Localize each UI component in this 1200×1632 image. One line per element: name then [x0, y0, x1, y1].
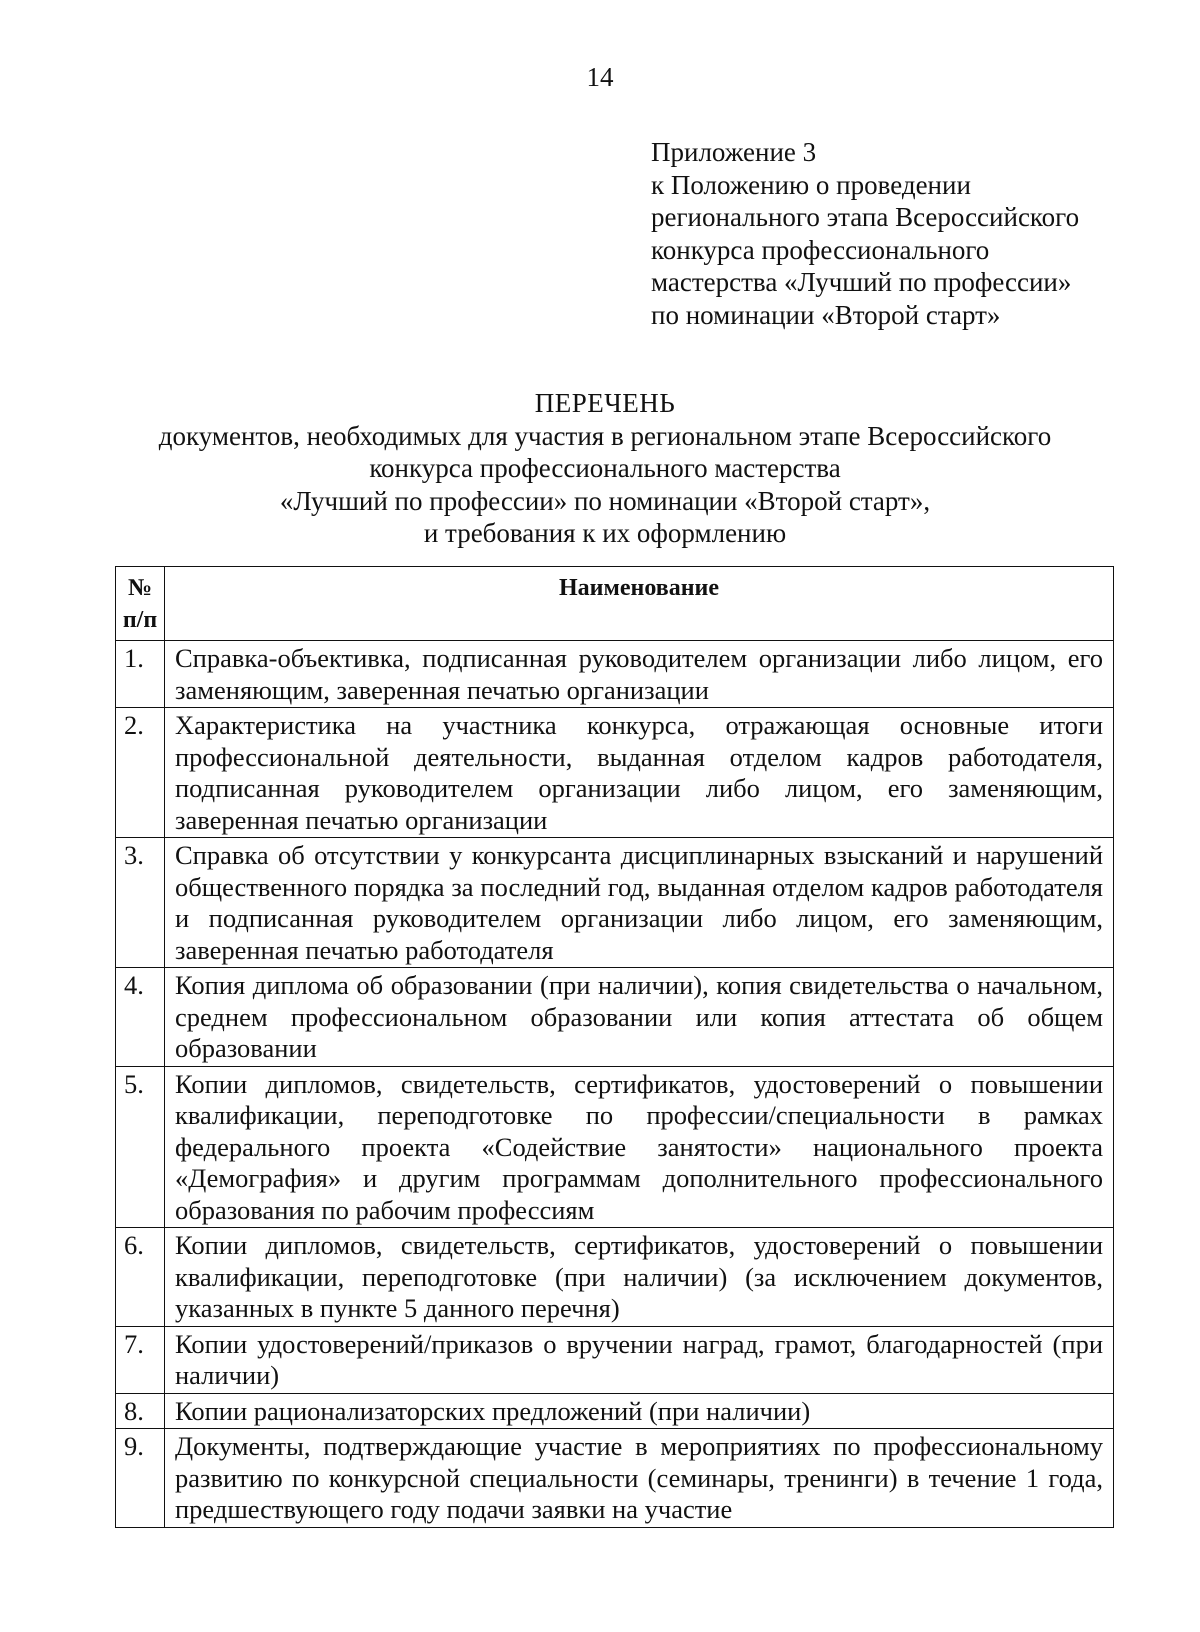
table-row — [116, 1393, 1114, 1429]
appendix-line: к Положению о проведении — [651, 169, 971, 200]
appendix-line: конкурса профессионального — [651, 234, 990, 265]
table-header-row — [116, 567, 1114, 641]
row-number: 2. — [116, 708, 165, 838]
row-number: 3. — [116, 838, 165, 968]
row-text: Характеристика на участника конкурса, отражающая основные итоги профессиональной деятельности, выданная отделом кадров работодателя, подписанная руководителем организации либо лицом, его заменяющим, заверенная печатью организации — [165, 708, 1114, 838]
row-number: 5. — [116, 1066, 165, 1228]
appendix-line: Приложение 3 — [651, 137, 817, 167]
header-number-symbol: № — [127, 575, 153, 601]
row-text: Копия диплома об образовании (при наличии), копия свидетельства о начальном, среднем профессиональном образовании или копия аттестата об общем образовании — [165, 968, 1114, 1067]
title-line: документов, необходимых для участия в региональном этапе Всероссийского — [158, 420, 1052, 451]
header-name: Наименование — [165, 567, 1114, 641]
row-text: Копии рационализаторских предложений (при наличии) — [165, 1393, 1114, 1429]
table-row — [116, 641, 1114, 708]
row-number: 1. — [116, 641, 165, 708]
header-number — [116, 567, 165, 641]
documents-table — [115, 566, 1114, 1528]
document-title — [100, 387, 1110, 550]
row-text: Справка об отсутствии у конкурсанта дисциплинарных взысканий и нарушений общественного порядка за последний год, выданная отделом кадров работодателя и подписанная руководителем организации либо лицом, его заменяющим, заверенная печатью работодателя — [165, 838, 1114, 968]
table-row — [116, 968, 1114, 1067]
table-row — [116, 1326, 1114, 1393]
table-row — [116, 708, 1114, 838]
table-row — [116, 1228, 1114, 1327]
title-line: «Лучший по профессии» по номинации «Второй старт», — [279, 485, 931, 516]
title-heading: ПЕРЕЧЕНЬ — [534, 388, 676, 418]
table-row — [116, 838, 1114, 968]
table-row — [116, 1429, 1114, 1528]
appendix-line: по номинации «Второй старт» — [651, 299, 1001, 330]
appendix-line: регионального этапа Всероссийского — [651, 202, 1080, 232]
appendix-line: мастерства «Лучший по профессии» — [651, 267, 1072, 297]
row-number: 8. — [116, 1393, 165, 1429]
row-text: Справка-объективка, подписанная руководителем организации либо лицом, его заменяющим, заверенная печатью организации — [165, 641, 1114, 708]
row-text: Копии удостоверений/приказов о вручении наград, грамот, благодарностей (при наличии) — [165, 1326, 1114, 1393]
row-text: Копии дипломов, свидетельств, сертификатов, удостоверений о повышении квалификации, переподготовке (при наличии) (за исключением документов, указанных в пункте 5 данного перечня) — [165, 1228, 1114, 1327]
row-number: 9. — [116, 1429, 165, 1528]
table-row — [116, 1066, 1114, 1228]
row-text: Копии дипломов, свидетельств, сертификатов, удостоверений о повышении квалификации, переподготовке по профессии/специальности в рамках федерального проекта «Содействие занятости» национального проекта «Демография» и другим программам дополнительного профессионального образования по рабочим профессиям — [165, 1066, 1114, 1228]
row-number: 4. — [116, 968, 165, 1067]
header-number-label: п/п — [122, 606, 158, 633]
appendix-block — [651, 136, 1079, 331]
row-number: 6. — [116, 1228, 165, 1327]
row-number: 7. — [116, 1326, 165, 1393]
title-line: конкурса профессионального мастерства — [369, 453, 841, 483]
page-number: 14 — [586, 62, 614, 92]
row-text: Документы, подтверждающие участие в мероприятиях по профессиональному развитию по конкурсной специальности (семинары, тренинги) в течение 1 года, предшествующего году подачи заявки на участие — [165, 1429, 1114, 1528]
title-line: и требования к их оформлению — [423, 518, 787, 548]
